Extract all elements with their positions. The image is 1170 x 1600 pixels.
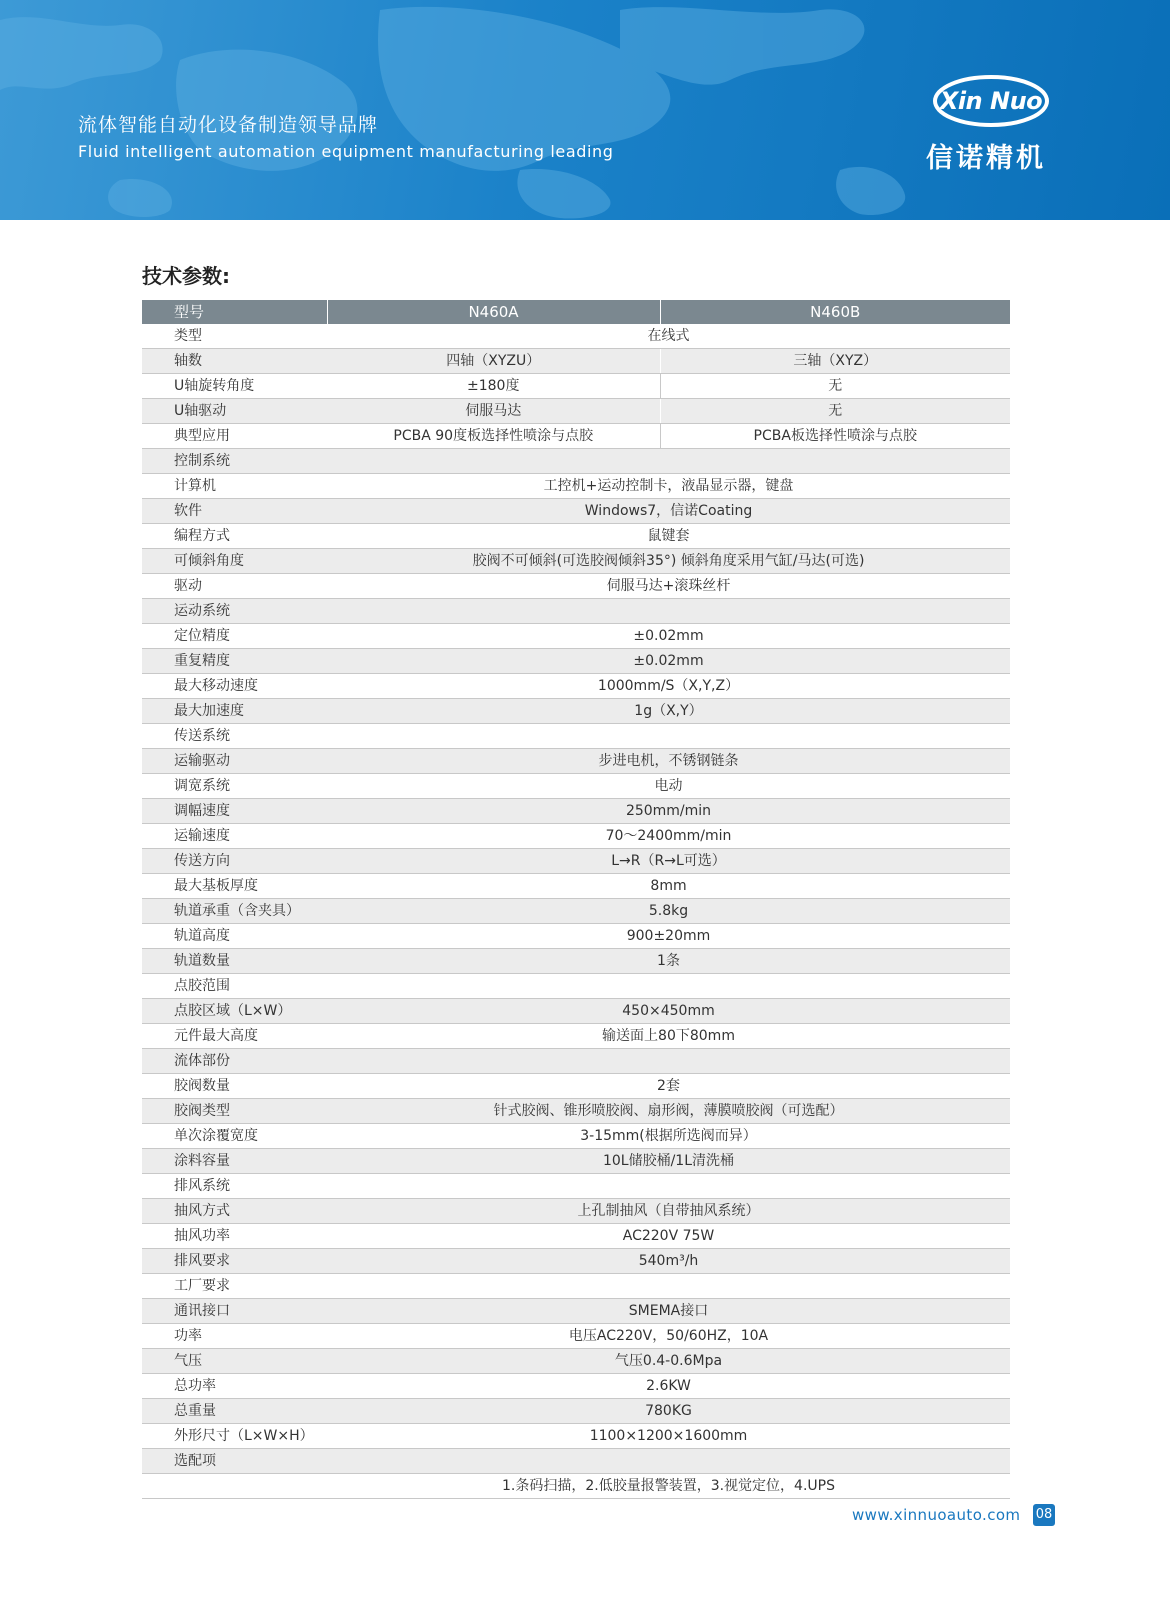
row-label: 驱动 [142, 574, 327, 599]
row-value: 在线式 [327, 324, 1010, 349]
row-value: 8mm [327, 874, 1010, 899]
row-label: 点胶范围 [142, 974, 327, 999]
row-value: 2.6KW [327, 1374, 1010, 1399]
row-label: 最大加速度 [142, 699, 327, 724]
row-label: 抽风功率 [142, 1224, 327, 1249]
row-value: ±0.02mm [327, 624, 1010, 649]
row-value [327, 1174, 1010, 1199]
row-value [327, 599, 1010, 624]
row-label: 类型 [142, 324, 327, 349]
table-row [142, 824, 1010, 849]
row-value: 上孔制抽风（自带抽风系统） [327, 1199, 1010, 1224]
table-row [142, 324, 1010, 349]
row-label: 计算机 [142, 474, 327, 499]
row-label: 轨道数量 [142, 949, 327, 974]
row-value: Windows7，信诺Coating [327, 499, 1010, 524]
row-label: 总功率 [142, 1374, 327, 1399]
row-value [327, 449, 1010, 474]
table-row [142, 499, 1010, 524]
row-value: 450×450mm [327, 999, 1010, 1024]
row-value-model-b: PCBA板选择性喷涂与点胶 [660, 424, 1010, 449]
row-value: ±0.02mm [327, 649, 1010, 674]
table-row [142, 1449, 1010, 1474]
page-number: 08 [1033, 1504, 1055, 1526]
row-label: 元件最大高度 [142, 1024, 327, 1049]
brand-name: 信诺精机 [926, 143, 1046, 174]
row-value: 780KG [327, 1399, 1010, 1424]
table-row [142, 949, 1010, 974]
row-label: 传送方向 [142, 849, 327, 874]
table-row [142, 1124, 1010, 1149]
row-value-model-a: 伺服马达 [327, 399, 660, 424]
spec-table [142, 300, 1010, 1499]
row-value: 1.条码扫描，2.低胶量报警装置，3.视觉定位，4.UPS [327, 1474, 1010, 1499]
table-row [142, 599, 1010, 624]
row-label: 气压 [142, 1349, 327, 1374]
row-value: 胶阀不可倾斜(可选胶阀倾斜35°) 倾斜角度采用气缸/马达(可选) [327, 549, 1010, 574]
slogan-english: Fluid intelligent automation equipment manufacturing leading [78, 142, 614, 161]
row-value-model-b: 无 [660, 374, 1010, 399]
slogan-chinese: 流体智能自动化设备制造领导品牌 [78, 114, 379, 136]
row-label: 调幅速度 [142, 799, 327, 824]
header-banner [0, 0, 1170, 220]
row-label: 调宽系统 [142, 774, 327, 799]
table-row [142, 974, 1010, 999]
row-value: 3-15mm(根据所选阀而异） [327, 1124, 1010, 1149]
row-value: 540m³/h [327, 1249, 1010, 1274]
row-label: 轴数 [142, 349, 327, 374]
row-value-model-a: ±180度 [327, 374, 660, 399]
table-row [142, 1199, 1010, 1224]
table-row [142, 374, 1010, 399]
table-row [142, 574, 1010, 599]
table-row [142, 924, 1010, 949]
row-label: 传送系统 [142, 724, 327, 749]
table-row [142, 474, 1010, 499]
row-value: 电动 [327, 774, 1010, 799]
row-label: 重复精度 [142, 649, 327, 674]
row-value: 鼠键套 [327, 524, 1010, 549]
row-value: 步进电机，不锈钢链条 [327, 749, 1010, 774]
brand-logo [932, 74, 1050, 128]
row-label: 涂料容量 [142, 1149, 327, 1174]
spec-table-body [142, 324, 1010, 1499]
row-label: 单次涂覆宽度 [142, 1124, 327, 1149]
table-row [142, 674, 1010, 699]
row-label: 通讯接口 [142, 1299, 327, 1324]
row-label: 胶阀数量 [142, 1074, 327, 1099]
row-value: 70～2400mm/min [327, 824, 1010, 849]
row-value: 5.8kg [327, 899, 1010, 924]
row-value: 输送面上80下80mm [327, 1024, 1010, 1049]
table-row [142, 1374, 1010, 1399]
table-row [142, 549, 1010, 574]
row-value-model-a: PCBA 90度板选择性喷涂与点胶 [327, 424, 660, 449]
table-row [142, 1324, 1010, 1349]
table-row [142, 1299, 1010, 1324]
table-row [142, 699, 1010, 724]
table-row [142, 749, 1010, 774]
table-row [142, 1149, 1010, 1174]
row-label: 最大基板厚度 [142, 874, 327, 899]
table-row [142, 424, 1010, 449]
table-row [142, 624, 1010, 649]
table-row [142, 899, 1010, 924]
row-value: 1g（X,Y） [327, 699, 1010, 724]
table-header-model-b: N460B [660, 300, 1010, 324]
section-title: 技术参数: [142, 264, 230, 288]
table-row [142, 1274, 1010, 1299]
table-row [142, 1174, 1010, 1199]
row-value: 工控机+运动控制卡，液晶显示器，键盘 [327, 474, 1010, 499]
row-label: 轨道承重（含夹具） [142, 899, 327, 924]
row-label: 定位精度 [142, 624, 327, 649]
row-label: 软件 [142, 499, 327, 524]
table-row [142, 1349, 1010, 1374]
row-label: 运动系统 [142, 599, 327, 624]
table-row [142, 1074, 1010, 1099]
row-value: 针式胶阀、锥形喷胶阀、扇形阀，薄膜喷胶阀（可选配） [327, 1099, 1010, 1124]
row-value: 250mm/min [327, 799, 1010, 824]
row-label: 运输速度 [142, 824, 327, 849]
table-row [142, 399, 1010, 424]
table-row [142, 1474, 1010, 1499]
row-label: 排风系统 [142, 1174, 327, 1199]
row-label: 点胶区域（L×W） [142, 999, 327, 1024]
table-row [142, 724, 1010, 749]
row-value: 900±20mm [327, 924, 1010, 949]
row-label: 选配项 [142, 1449, 327, 1474]
row-value: 1100×1200×1600mm [327, 1424, 1010, 1449]
row-label: 外形尺寸（L×W×H） [142, 1424, 327, 1449]
table-row [142, 774, 1010, 799]
row-value [327, 1449, 1010, 1474]
table-row [142, 1399, 1010, 1424]
row-label: 运输驱动 [142, 749, 327, 774]
row-value: 10L储胶桶/1L清洗桶 [327, 1149, 1010, 1174]
row-label: 流体部份 [142, 1049, 327, 1074]
table-header-model-a: N460A [327, 300, 660, 324]
row-value: 1条 [327, 949, 1010, 974]
row-label: U轴驱动 [142, 399, 327, 424]
row-value [327, 1049, 1010, 1074]
row-value-model-a: 四轴（XYZU） [327, 349, 660, 374]
table-row [142, 649, 1010, 674]
table-row [142, 1224, 1010, 1249]
row-value: 1000mm/S（X,Y,Z） [327, 674, 1010, 699]
table-row [142, 799, 1010, 824]
table-row [142, 874, 1010, 899]
table-row [142, 1099, 1010, 1124]
row-label: 典型应用 [142, 424, 327, 449]
row-value [327, 724, 1010, 749]
table-row [142, 1424, 1010, 1449]
row-value-model-b: 无 [660, 399, 1010, 424]
row-value: AC220V 75W [327, 1224, 1010, 1249]
table-row [142, 349, 1010, 374]
table-header-row [142, 300, 1010, 324]
row-value: L→R（R→L可选） [327, 849, 1010, 874]
table-row [142, 1249, 1010, 1274]
row-label: 可倾斜角度 [142, 549, 327, 574]
row-label [142, 1474, 327, 1499]
table-row [142, 449, 1010, 474]
row-label: 工厂要求 [142, 1274, 327, 1299]
table-row [142, 1024, 1010, 1049]
row-value: 2套 [327, 1074, 1010, 1099]
website-url[interactable]: www.xinnuoauto.com [852, 1506, 1021, 1524]
table-row [142, 849, 1010, 874]
table-row [142, 999, 1010, 1024]
row-label: 轨道高度 [142, 924, 327, 949]
row-value: 伺服马达+滚珠丝杆 [327, 574, 1010, 599]
row-value: SMEMA接口 [327, 1299, 1010, 1324]
row-label: 抽风方式 [142, 1199, 327, 1224]
row-label: 控制系统 [142, 449, 327, 474]
row-label: 功率 [142, 1324, 327, 1349]
table-header-label: 型号 [142, 300, 327, 324]
row-value: 气压0.4-0.6Mpa [327, 1349, 1010, 1374]
row-value [327, 1274, 1010, 1299]
row-label: U轴旋转角度 [142, 374, 327, 399]
logo-text: Xin Nuo [939, 87, 1043, 115]
row-value: 电压AC220V，50/60HZ，10A [327, 1324, 1010, 1349]
row-value-model-b: 三轴（XYZ） [660, 349, 1010, 374]
row-value [327, 974, 1010, 999]
row-label: 胶阀类型 [142, 1099, 327, 1124]
row-label: 最大移动速度 [142, 674, 327, 699]
table-row [142, 524, 1010, 549]
row-label: 排风要求 [142, 1249, 327, 1274]
row-label: 总重量 [142, 1399, 327, 1424]
row-label: 编程方式 [142, 524, 327, 549]
table-row [142, 1049, 1010, 1074]
